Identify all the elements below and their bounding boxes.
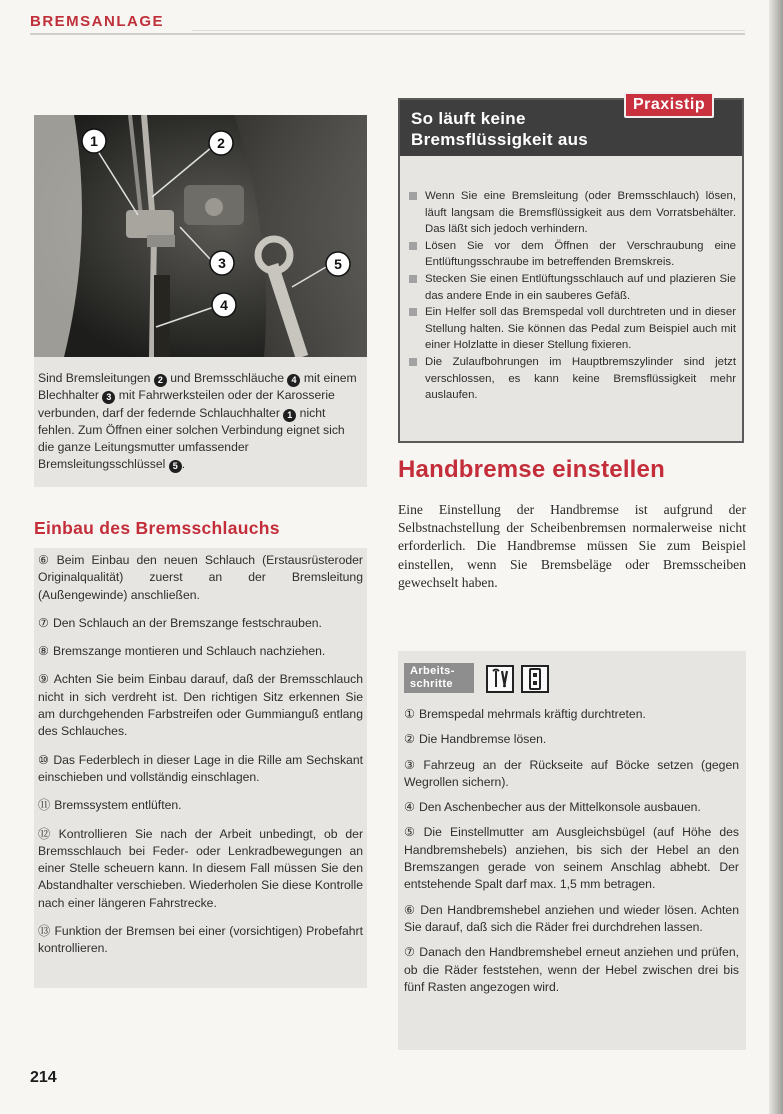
tip-item: Ein Helfer soll das Bremspedal voll durchtreten und in dieser Stellung halten. Sie können das Pedal zum Beispiel auch mit einer Holzlatte in dieser Stellung fixieren. <box>408 304 736 354</box>
einbau-step: ⑦ Den Schlauch an der Bremszange festschrauben. <box>38 615 322 630</box>
tip-item: Wenn Sie eine Bremsleitung (oder Bremsschlauch) lösen, läuft langsam die Bremsflüssigkeit aus dem Vorratsbehälter. Das läßt sich jedoch verhindern. <box>408 188 736 238</box>
einbau-step: ⑨ Achten Sie beim Einbau darauf, daß der Bremsschlauch nicht in sich verdreht ist. Den richtigen Sitz erkennen Sie am durchgehenden Farbstreifen oder Gummianguß entlang des Schlauches. <box>38 672 363 739</box>
tip-item: Lösen Sie vor dem Öffnen der Verschraubung eine Entlüftungsschraube im betreffenden Bremskreis. <box>408 238 736 271</box>
section-header: BREMSANLAGE <box>30 13 165 30</box>
brake-line-photo <box>34 115 367 357</box>
tip-title: So läuft keine Bremsflüssigkeit aus <box>411 109 589 149</box>
bullet-square-icon <box>409 358 417 366</box>
handbremse-step: ③ Fahrzeug an der Rückseite auf Böcke setzen (gegen Wegrollen sichern). <box>404 757 739 789</box>
einbau-heading: Einbau des Bremsschlauchs <box>34 518 280 538</box>
callout-4: 4 <box>220 297 228 313</box>
caption-number-badge: 5 <box>169 460 182 473</box>
caption-number-badge: 3 <box>102 391 115 404</box>
praxistip-box <box>398 98 744 443</box>
callout-1: 1 <box>90 133 98 149</box>
page-edge-shadow <box>769 0 783 1114</box>
tip-item: Die Zulaufbohrungen im Hauptbremszylinder sind jetzt verschlossen, es kann keine Bremsflüssigkeit mehr auslaufen. <box>408 354 736 404</box>
tip-list <box>408 188 736 404</box>
bullet-square-icon <box>409 275 417 283</box>
callout-3: 3 <box>218 255 226 271</box>
caption-number-badge: 2 <box>154 374 167 387</box>
difficulty-gauge-icon <box>521 665 549 693</box>
einbau-steps <box>34 548 367 988</box>
einbau-step: ⑧ Bremszange montieren und Schlauch nachziehen. <box>38 644 326 659</box>
praxistip-badge: Praxistip <box>624 92 714 118</box>
bullet-square-icon <box>409 242 417 250</box>
einbau-step: ⑩ Das Federblech in dieser Lage in die Rille am Sechskant einschieben und vollständig einschlagen. <box>38 752 363 784</box>
tip-item: Stecken Sie einen Entlüftungsschlauch auf und plazieren Sie das andere Ende in ein sauberes Gefäß. <box>408 271 736 304</box>
caption-number-badge: 4 <box>287 374 300 387</box>
photo-caption: Sind Bremsleitungen 2 und Bremsschläuche 4 mit einem Blechhalter 3 mit Fahrwerksteilen oder der Karosserie verbunden, darf der federnde Schlauchhalter 1 nicht fehlen. Zum Öffnen einer solchen Verbindung eignet sich die ganze Leitungsmutter umfassender Bremsleitungsschlüssel 5 . <box>34 357 367 487</box>
header-rule <box>30 33 745 35</box>
bullet-square-icon <box>409 192 417 200</box>
handbremse-step: ① Bremspedal mehrmals kräftig durchtreten. <box>404 707 646 721</box>
handbremse-intro: Eine Einstellung der Handbremse ist aufgrund der Selbstnachstellung der Scheibenbremsen normalerweise nicht erforderlich. Die Handbremse müssen Sie zum Beispiel einstellen, wenn Sie Bremsbeläge oder Bremsscheiben gewechselt haben. <box>398 502 746 590</box>
arbeitsschritte-label: Arbeits- schritte <box>404 663 474 693</box>
handbremse-step: ② Die Handbremse lösen. <box>404 732 547 747</box>
handbremse-step: ⑥ Den Handbremshebel anziehen und wieder lösen. Achten Sie darauf, daß sich die Räder frei durchdrehen lassen. <box>404 902 739 934</box>
handbremse-step: ⑤ Die Einstellmutter am Ausgleichsbügel (auf Höhe des Handbremshebels) anziehen, bis sich der Hebel an den Bremszangen gerade von seinem Anschlag abhebt. Der entstehende Spalt darf max. 1,5 mm betragen. <box>404 825 739 892</box>
handbremse-step: ④ Den Aschenbecher aus der Mittelkonsole ausbauen. <box>404 800 701 815</box>
arbeitsschritte-box <box>398 651 746 1050</box>
caption-number-badge: 1 <box>283 409 296 422</box>
einbau-step: ⑬ Funktion der Bremsen bei einer (vorsichtigen) Probefahrt kontrollieren. <box>38 924 363 956</box>
einbau-step: ⑪ Bremssystem entlüften. <box>38 798 182 813</box>
callout-2: 2 <box>217 135 225 151</box>
tools-icon <box>486 665 514 693</box>
bullet-square-icon <box>409 308 417 316</box>
handbremse-step: ⑦ Danach den Handbremshebel erneut anziehen und prüfen, ob die Räder feststehen, wenn der Hebel zwischen drei bis fünf Rasten angezogen wird. <box>404 945 740 994</box>
page-number: 214 <box>30 1069 57 1086</box>
handbremse-heading: Handbremse einstellen <box>398 456 665 483</box>
header-rule-thin <box>192 30 745 31</box>
einbau-step: ⑫ Kontrollieren Sie nach der Arbeit unbedingt, ob der Bremsschlauch bei Feder- oder Lenkradbewegungen an einer Stelle scheuern kann. In diesem Fall müssen Sie den Abstandhalter verschieben. Wiederholen Sie diese Kontrolle nach einer längeren Fahrstrecke. <box>38 826 364 910</box>
einbau-step: ⑥ Beim Einbau den neuen Schlauch (Erstausrüsteroder Originalqualität) zuerst an der Bremsleitung (Außengewinde) anschließen. <box>38 553 363 602</box>
callout-5: 5 <box>334 256 342 272</box>
handbremse-steps <box>404 706 739 1004</box>
